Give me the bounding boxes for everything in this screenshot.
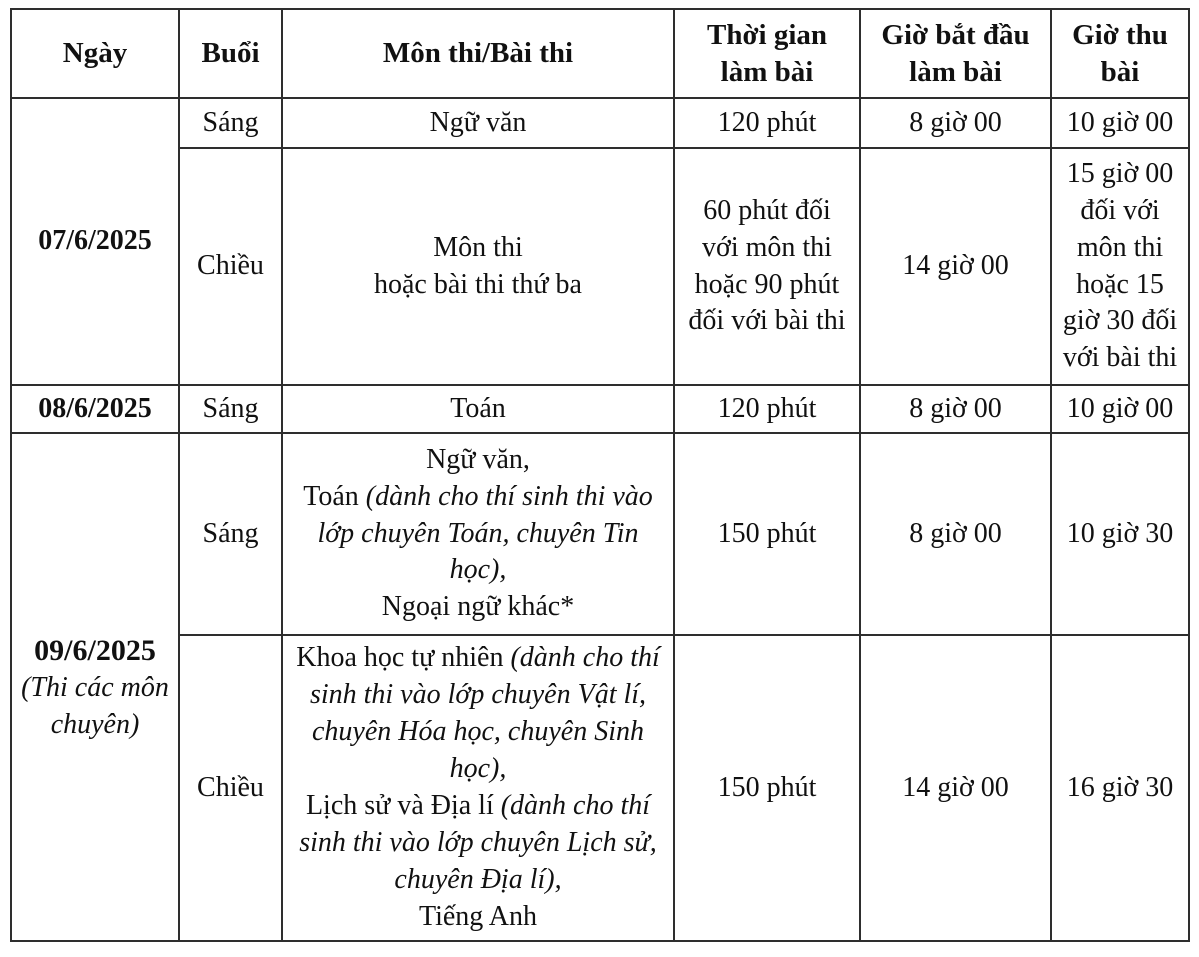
cell-day1-morning-session: Sáng xyxy=(179,98,282,148)
date-day3-note: (Thi các môn chuyên) xyxy=(21,672,169,740)
cell-day3-afternoon-start: 14 giờ 00 xyxy=(860,635,1051,941)
date-day3-text: 09/6/2025 xyxy=(34,633,156,667)
cell-day1-morning-collect: 10 giờ 00 xyxy=(1051,98,1189,148)
header-date: Ngày xyxy=(11,9,179,98)
cell-day3-afternoon-duration: 150 phút xyxy=(674,635,860,941)
subject-note: (dành cho thí sinh thi vào lớp chuyên Vật lí, chuyên Hóa học, chuyên Sinh học), xyxy=(309,642,660,785)
subject-note: (dành cho thí sinh thi vào lớp chuyên Toán, chuyên Tin học), xyxy=(317,480,653,586)
cell-day1-afternoon-start: 14 giờ 00 xyxy=(860,148,1051,385)
row-day2 xyxy=(11,385,1189,433)
header-row xyxy=(11,9,1189,98)
cell-day1-afternoon-collect: 15 giờ 00 đối với môn thi hoặc 15 giờ 30 đối với bài thi xyxy=(1051,148,1189,385)
subject-note: (dành cho thí sinh thi vào lớp chuyên Lịch sử, chuyên Địa lí), xyxy=(299,790,657,895)
subject-name: Khoa học tự nhiên xyxy=(296,642,511,674)
header-collect-time: Giờ thu bài xyxy=(1051,9,1189,98)
header-session: Buổi xyxy=(179,9,282,98)
header-start-time: Giờ bắt đầu làm bài xyxy=(860,9,1051,98)
cell-day3-afternoon-subject xyxy=(282,635,674,941)
header-subject: Môn thi/Bài thi xyxy=(282,9,674,98)
subject-line xyxy=(291,640,665,788)
cell-day2-subject: Toán xyxy=(282,385,674,433)
cell-day2-session: Sáng xyxy=(179,385,282,433)
cell-day1-morning-start: 8 giờ 00 xyxy=(860,98,1051,148)
subject-line: Ngoại ngữ khác* xyxy=(381,591,575,623)
row-day1-morning xyxy=(11,98,1189,148)
subject-line: Ngữ văn, xyxy=(426,443,530,475)
subject-line xyxy=(291,479,665,590)
cell-day3-morning-collect: 10 giờ 30 xyxy=(1051,433,1189,635)
cell-date-day3 xyxy=(11,433,179,941)
subject-name: Lịch sử và Địa lí xyxy=(305,790,501,821)
cell-day3-morning-duration: 150 phút xyxy=(674,433,860,635)
cell-day3-afternoon-session: Chiều xyxy=(179,635,282,941)
cell-day2-collect: 10 giờ 00 xyxy=(1051,385,1189,433)
subject-line xyxy=(291,788,665,899)
row-day3-afternoon xyxy=(11,635,1189,941)
cell-day1-afternoon-duration: 60 phút đối với môn thi hoặc 90 phút đối với bài thi xyxy=(674,148,860,385)
cell-day3-morning-start: 8 giờ 00 xyxy=(860,433,1051,635)
cell-day3-afternoon-collect: 16 giờ 30 xyxy=(1051,635,1189,941)
cell-day1-afternoon-subject xyxy=(282,148,674,385)
subject-line: hoặc bài thi thứ ba xyxy=(373,268,582,300)
subject-line: Môn thi xyxy=(433,231,523,263)
cell-day1-morning-duration: 120 phút xyxy=(674,98,860,148)
row-day1-afternoon xyxy=(11,148,1189,385)
subject-line: Tiếng Anh xyxy=(418,900,537,932)
cell-date-day2: 08/6/2025 xyxy=(11,385,179,433)
cell-day3-morning-subject xyxy=(282,433,674,635)
cell-day3-morning-session: Sáng xyxy=(179,433,282,635)
cell-day2-duration: 120 phút xyxy=(674,385,860,433)
subject-name: Toán xyxy=(303,480,366,512)
exam-schedule-table xyxy=(10,8,1190,942)
row-day3-morning xyxy=(11,433,1189,635)
cell-day1-morning-subject: Ngữ văn xyxy=(282,98,674,148)
cell-date-day1: 07/6/2025 xyxy=(11,98,179,385)
cell-day1-afternoon-session: Chiều xyxy=(179,148,282,385)
cell-day2-start: 8 giờ 00 xyxy=(860,385,1051,433)
header-duration: Thời gian làm bài xyxy=(674,9,860,98)
